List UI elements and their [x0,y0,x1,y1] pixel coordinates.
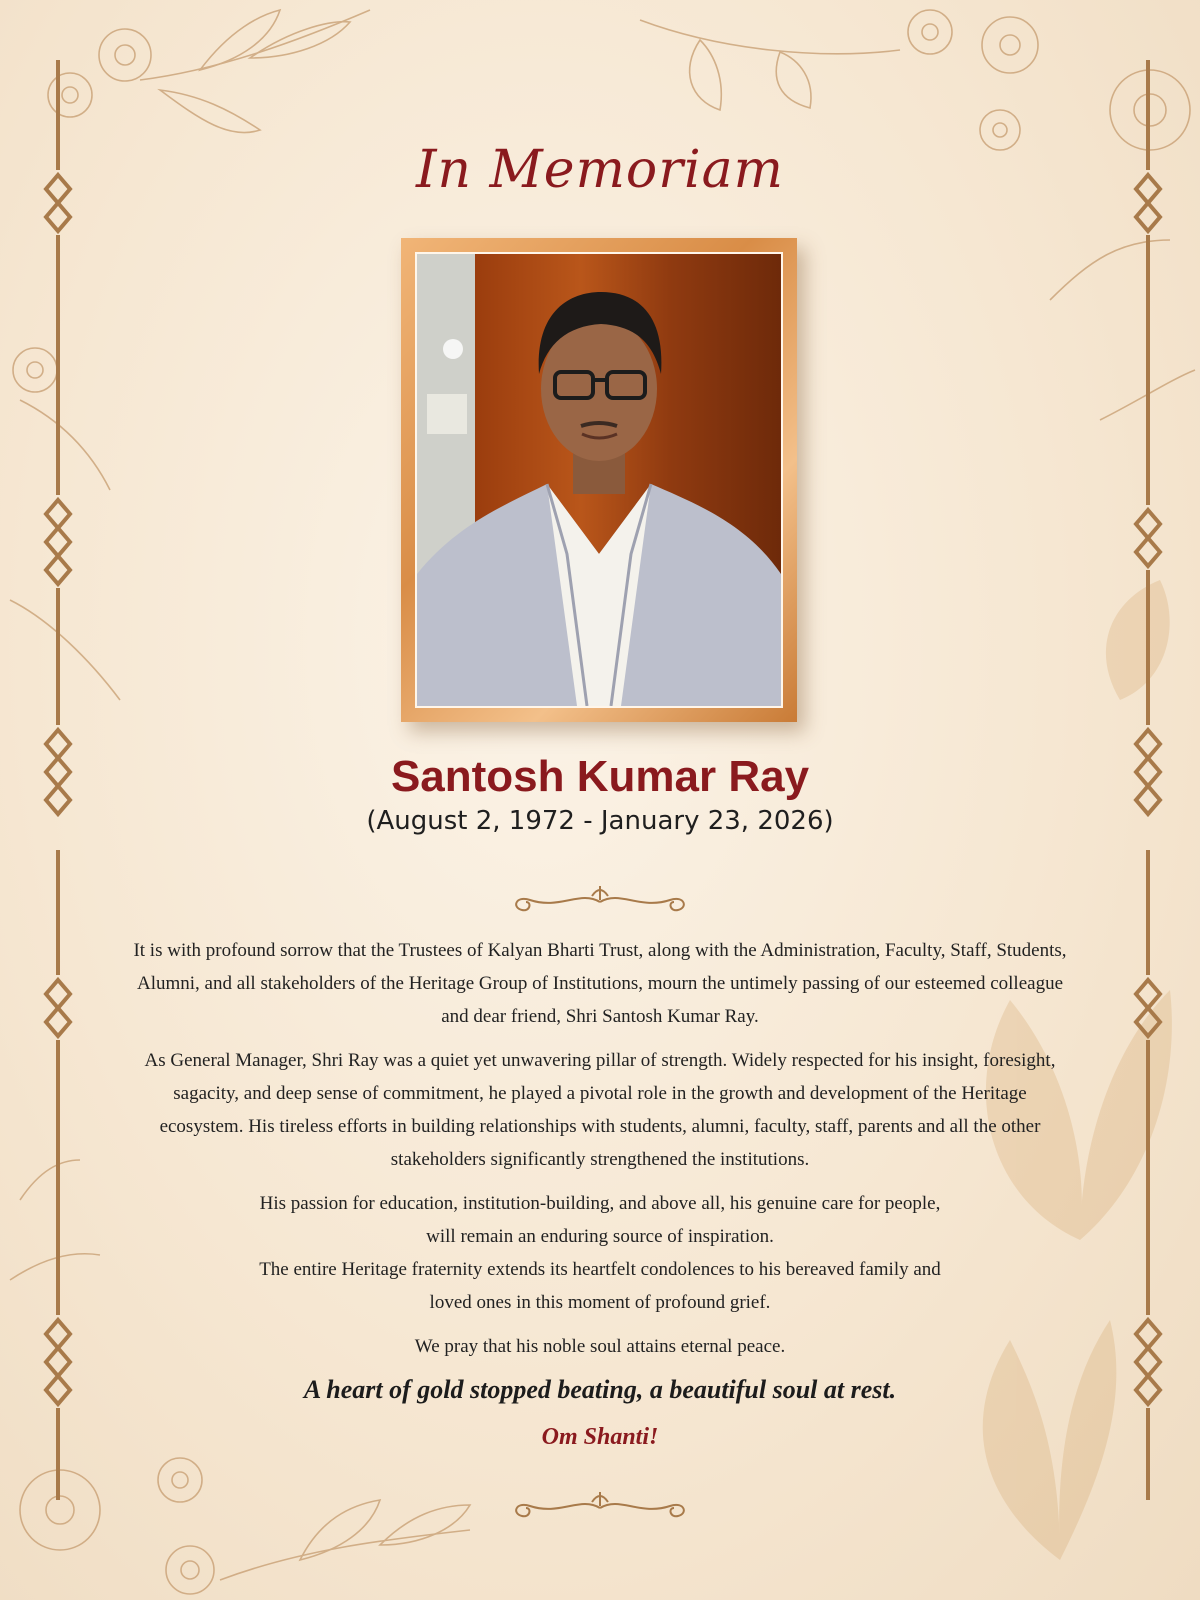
photo-frame [401,238,797,722]
paragraph-role: As General Manager, Shri Ray was a quiet yet unwavering pillar of strength. Widely respected for his insight, foresight, sagacity, and deep sense of commitment, he played a pivotal role in the growth and development of the Heritage ecosystem. His tireless efforts in building relationships with students, alumni, faculty, staff, parents and all the other stakeholders significantly strengthened the institutions. [144,1050,1056,1170]
floral-corner-icon [10,10,370,700]
scroll-flourish-icon [500,1486,700,1526]
life-dates: (August 2, 1972 - January 23, 2026) [366,806,834,836]
paragraph-prayer: We pray that his noble soul attains eternal peace. [414,1336,786,1357]
paragraph-condolence-line1: The entire Heritage fraternity extends its heartfelt condolences to his bereaved family and [259,1259,941,1280]
scroll-flourish-icon [500,880,700,920]
paragraph-inspiration-line1: His passion for education, institution-building, and above all, his genuine care for people, [259,1193,941,1214]
portrait-photo [415,252,783,708]
memorial-message [130,934,1070,1374]
tagline: A heart of gold stopped beating, a beautiful soul at rest. [303,1375,897,1404]
closing-phrase: Om Shanti! [541,1424,659,1450]
person-name: Santosh Kumar Ray [390,752,810,801]
page-title: In Memoriam [416,140,784,200]
paragraph-inspiration-line2: will remain an enduring source of inspiration. [426,1226,774,1247]
paragraph-condolence-line2: loved ones in this moment of profound grief. [429,1292,771,1313]
paragraph-tribute: It is with profound sorrow that the Trustees of Kalyan Bharti Trust, along with the Administration, Faculty, Staff, Students, Alumni, and all stakeholders of the Heritage Group of Institutions, mourn the untimely passing of our esteemed colleague and dear friend, Shri Santosh Kumar Ray. [133,940,1067,1027]
